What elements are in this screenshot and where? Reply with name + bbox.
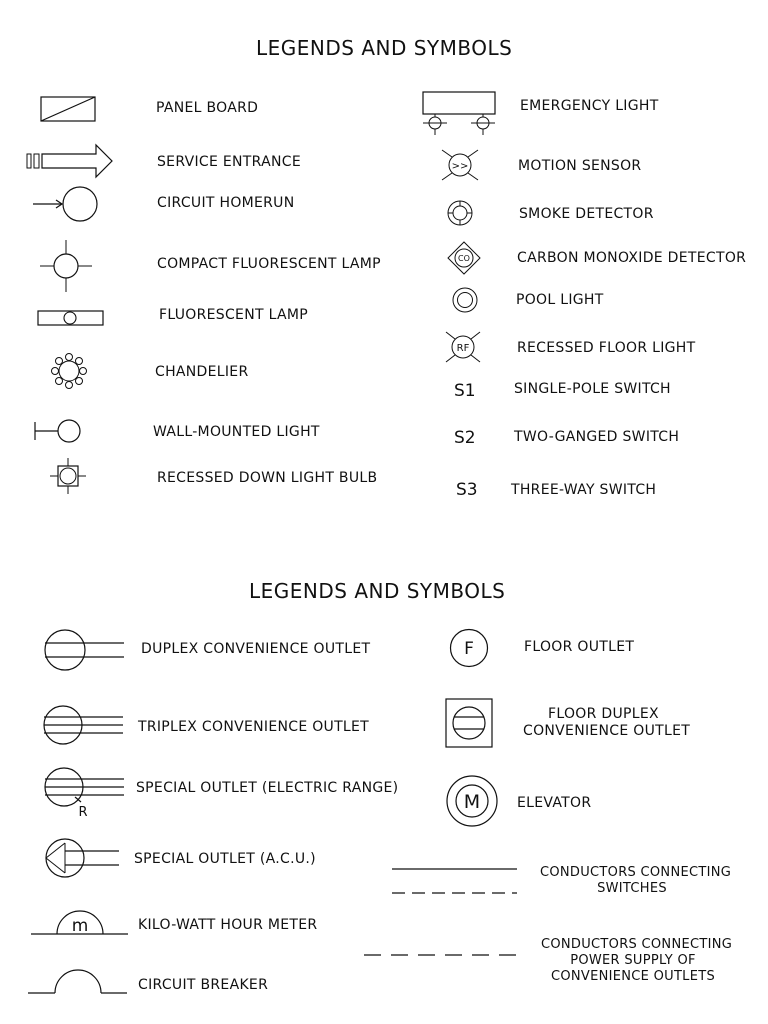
motion-sensor-glyph: >> bbox=[451, 161, 469, 172]
legend-label-wall-mounted-light: WALL-MOUNTED LIGHT bbox=[153, 424, 320, 440]
floor-duplex-outlet-icon bbox=[445, 698, 493, 748]
legend-label-compact-fluorescent-lamp: COMPACT FLUORESCENT LAMP bbox=[157, 256, 381, 272]
legend-label-switch-conductors-line2: SWITCHES bbox=[597, 881, 667, 896]
recessed-down-light-icon bbox=[48, 456, 88, 496]
legend-label-motion-sensor: MOTION SENSOR bbox=[518, 158, 642, 174]
legend-label-chandelier: CHANDELIER bbox=[155, 364, 249, 380]
legend-label-single-pole-switch: SINGLE-POLE SWITCH bbox=[514, 381, 671, 397]
section1-title: LEGENDS AND SYMBOLS bbox=[256, 36, 513, 60]
legend-label-fluorescent-lamp: FLUORESCENT LAMP bbox=[159, 307, 308, 323]
wall-mounted-light-icon bbox=[34, 418, 82, 444]
co-detector-icon bbox=[447, 241, 481, 275]
service-entrance-icon bbox=[26, 144, 114, 178]
legend-label-recessed-down-light: RECESSED DOWN LIGHT BULB bbox=[157, 470, 378, 486]
legend-label-panel-board: PANEL BOARD bbox=[156, 100, 259, 116]
chandelier-icon bbox=[50, 352, 88, 390]
legend-label-service-entrance: SERVICE ENTRANCE bbox=[157, 154, 301, 170]
recessed-floor-light-icon bbox=[444, 330, 482, 364]
switch-conductors-icon bbox=[391, 864, 519, 898]
duplex-outlet-icon bbox=[44, 628, 126, 672]
legend-label-triplex-outlet: TRIPLEX CONVENIENCE OUTLET bbox=[138, 719, 370, 735]
legend-label-circuit-homerun: CIRCUIT HOMERUN bbox=[157, 195, 295, 211]
legend-label-acu-outlet: SPECIAL OUTLET (A.C.U.) bbox=[134, 851, 316, 867]
legend-label-two-ganged-switch: TWO-GANGED SWITCH bbox=[514, 429, 680, 445]
elevator-icon bbox=[445, 774, 499, 828]
legend-label-floor-outlet: FLOOR OUTLET bbox=[524, 639, 635, 655]
emergency-light-icon bbox=[418, 91, 500, 137]
outlet-conductors-icon bbox=[363, 948, 525, 962]
legend-label-elevator: ELEVATOR bbox=[517, 795, 592, 811]
elevator-glyph: M bbox=[463, 791, 481, 813]
electric-range-outlet-icon bbox=[44, 766, 126, 820]
floor-outlet-glyph: F bbox=[464, 639, 474, 659]
motion-sensor-icon bbox=[440, 148, 480, 182]
two-ganged-switch-symbol: S2 bbox=[454, 428, 476, 448]
legend-label-circuit-breaker: CIRCUIT BREAKER bbox=[138, 977, 269, 993]
circuit-homerun-icon bbox=[32, 186, 100, 222]
section2-title: LEGENDS AND SYMBOLS bbox=[249, 579, 506, 603]
legend-label-duplex-outlet: DUPLEX CONVENIENCE OUTLET bbox=[141, 641, 371, 657]
electric-range-glyph: R bbox=[78, 805, 88, 820]
circuit-breaker-icon bbox=[27, 969, 129, 995]
legend-label-co-detector: CARBON MONOXIDE DETECTOR bbox=[517, 250, 747, 266]
legend-label-floor-duplex-line2: CONVENIENCE OUTLET bbox=[523, 723, 691, 739]
legend-label-smoke-detector: SMOKE DETECTOR bbox=[519, 206, 654, 222]
legend-label-recessed-floor-light: RECESSED FLOOR LIGHT bbox=[517, 340, 696, 356]
kwh-meter-icon bbox=[30, 906, 130, 936]
pool-light-icon bbox=[451, 286, 479, 314]
three-way-switch-symbol: S3 bbox=[456, 480, 478, 500]
legend-label-outlet-conductors-line3: CONVENIENCE OUTLETS bbox=[550, 969, 716, 984]
legend-label-outlet-conductors-line1: CONDUCTORS CONNECTING bbox=[541, 937, 733, 952]
single-pole-switch-symbol: S1 bbox=[454, 381, 476, 401]
acu-outlet-icon bbox=[45, 837, 121, 879]
fluorescent-lamp-icon bbox=[37, 309, 105, 327]
legend-label-switch-conductors-line1: CONDUCTORS CONNECTING bbox=[540, 865, 732, 880]
legend-label-floor-duplex-line1: FLOOR DUPLEX bbox=[548, 706, 659, 722]
legend-label-pool-light: POOL LIGHT bbox=[516, 292, 604, 308]
floor-outlet-icon bbox=[449, 628, 489, 668]
triplex-outlet-icon bbox=[43, 704, 125, 746]
legend-label-emergency-light: EMERGENCY LIGHT bbox=[520, 98, 659, 114]
legend-label-kwh-meter: KILO-WATT HOUR METER bbox=[138, 917, 318, 933]
kwh-meter-glyph: m bbox=[71, 916, 89, 936]
smoke-detector-icon bbox=[446, 199, 474, 227]
panel-board-icon bbox=[40, 96, 96, 122]
legend-label-electric-range-outlet: SPECIAL OUTLET (ELECTRIC RANGE) bbox=[136, 780, 399, 796]
legend-label-three-way-switch: THREE-WAY SWITCH bbox=[511, 482, 657, 498]
recessed-floor-light-glyph: RF bbox=[456, 343, 470, 354]
legend-label-outlet-conductors-line2: POWER SUPPLY OF bbox=[570, 953, 696, 968]
co-detector-glyph: CO bbox=[458, 254, 470, 263]
compact-fluorescent-lamp-icon bbox=[40, 240, 92, 292]
